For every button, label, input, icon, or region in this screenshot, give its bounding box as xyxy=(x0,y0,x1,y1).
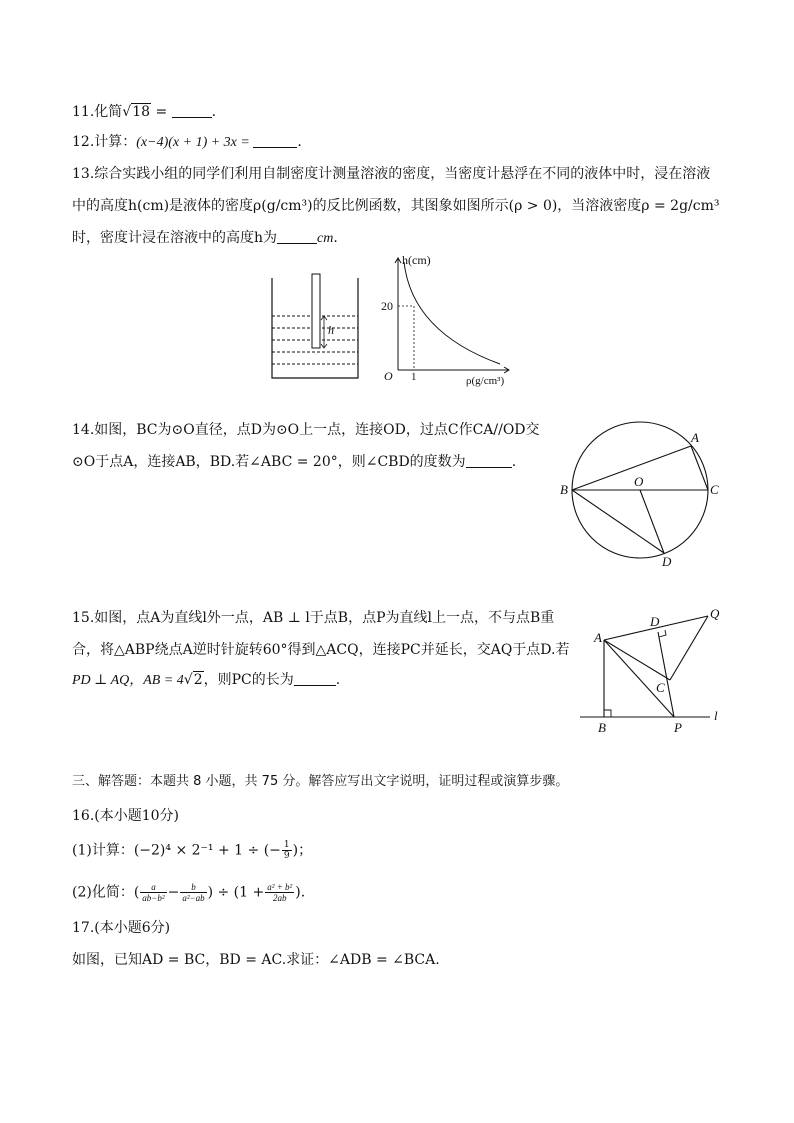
q14-line2: ⊙O于点A，连接AB，BD.若∠ABC = 20°，则∠CBD的度数为 . xyxy=(72,454,517,470)
point-C: C xyxy=(656,680,665,695)
q16-p1-a: (1)计算：(−2)⁴ × 2⁻¹ + 1 ÷ (− xyxy=(72,842,281,859)
denominator: 2ab xyxy=(272,893,287,903)
q16-p1-b: )； xyxy=(292,842,313,859)
point-Q: Q xyxy=(710,606,720,621)
line-l: l xyxy=(714,708,718,723)
q13-graph-figure xyxy=(378,252,528,390)
y-tick-20: 20 xyxy=(381,299,393,313)
sqrt-sign: √ xyxy=(122,104,132,120)
numerator: b xyxy=(180,882,206,893)
h-label: h xyxy=(328,323,334,337)
q16-p2-minus: − xyxy=(167,884,180,901)
sqrt-sign: √ xyxy=(183,672,193,688)
q16-p1-fraction xyxy=(282,840,292,861)
q15-line3-a: PD ⊥ AQ，AB = 4 xyxy=(72,673,184,688)
q15-line1: 15.如图，点A为直线l外一点，AB ⊥ l于点B，点P为直线l上一点，不与点B重 xyxy=(72,610,555,626)
denominator: ab−b² xyxy=(142,893,165,903)
x-tick-1: 1 xyxy=(411,371,417,383)
q17-body: 如图，已知AD = BC，BD = AC.求证：∠ADB = ∠BCA. xyxy=(72,952,440,968)
point-A: A xyxy=(594,630,602,645)
q16-p2-fraction-2 xyxy=(180,882,206,903)
q13-line2: 中的高度h(cm)是液体的密度ρ(g/cm³)的反比例函数，其图象如图所示(ρ > 0)，当溶液密度ρ = 2g/cm³ xyxy=(72,198,720,214)
q16-title: 16.(本小题10分) xyxy=(72,808,180,824)
question-12: 12.计算：(x−4)(x + 1) + 3x = . xyxy=(72,134,302,150)
q16-part1 xyxy=(72,840,312,861)
point-D: D xyxy=(650,614,660,629)
y-axis-label: h(cm) xyxy=(402,253,431,267)
q16-part2 xyxy=(72,882,305,903)
q14-line1: 14.如图，BC为⊙O直径，点D为⊙O上一点，连接OD，过点C作CA//OD交 xyxy=(72,422,540,438)
q16-p2-b: ). xyxy=(295,884,306,901)
answer-blank xyxy=(277,229,317,244)
numerator: a² + b² xyxy=(267,882,293,892)
point-B: B xyxy=(598,720,606,735)
point-D: D xyxy=(662,554,672,569)
answer-blank xyxy=(253,133,297,148)
q11-equals: = xyxy=(151,104,172,120)
q11-prefix: 11.化简 xyxy=(72,104,123,120)
x-axis-label: ρ(g/cm³) xyxy=(466,375,505,387)
point-C: C xyxy=(710,482,719,497)
q15-line3-b: ，则PC的长为 xyxy=(203,672,294,688)
point-B: B xyxy=(560,482,568,497)
point-A: A xyxy=(691,430,699,445)
answer-blank xyxy=(294,671,336,686)
numerator: a xyxy=(140,882,166,893)
q12-expr: (x−4)(x + 1) + 3x = xyxy=(136,135,254,150)
answer-blank xyxy=(466,453,512,468)
q11-radicand: 18 xyxy=(132,104,151,120)
numerator: 1 xyxy=(283,840,290,850)
q15-line3: PD ⊥ AQ，AB = 4√2，则PC的长为 . xyxy=(72,672,341,688)
q12-prefix: 12.计算： xyxy=(72,134,137,150)
question-11: 11.化简√18 = . xyxy=(72,104,217,120)
q15-triangle-figure xyxy=(578,604,728,736)
q13-beaker-figure xyxy=(268,274,364,382)
q13-line3-text: 时，密度计浸在溶液中的高度h为 xyxy=(72,230,278,246)
q16-p2-mid: ) ÷ (1 + xyxy=(207,884,265,901)
q13-line1: 13.综合实践小组的同学们利用自制密度计测量溶液的密度，当密度计悬浮在不同的液体中时，浸在溶液 xyxy=(72,166,711,182)
denominator: a²−ab xyxy=(182,893,205,903)
q13-unit: cm xyxy=(317,231,334,246)
q16-p2-fraction-1 xyxy=(140,882,166,903)
q14-line2-text: ⊙O于点A，连接AB，BD.若∠ABC = 20°，则∠CBD的度数为 xyxy=(72,454,466,470)
q14-circle-figure xyxy=(556,420,736,570)
answer-blank xyxy=(172,103,212,118)
point-O: O xyxy=(634,474,644,489)
denominator: 9 xyxy=(283,851,290,861)
q16-p2-fraction-3 xyxy=(265,882,294,903)
section-3-heading: 三、解答题：本题共 8 小题，共 75 分。解答应写出文字说明，证明过程或演算步骤。 xyxy=(72,774,569,789)
q15-radicand: 2 xyxy=(193,672,203,688)
q15-line2: 合，将△ABP绕点A逆时针旋转60°得到△ACQ，连接PC并延长，交AQ于点D.若 xyxy=(72,642,570,658)
q17-title: 17.(本小题6分) xyxy=(72,920,171,936)
origin-label: O xyxy=(384,369,393,383)
q13-line3: 时，密度计浸在溶液中的高度h为 cm. xyxy=(72,230,338,246)
q16-p2-a: (2)化简：( xyxy=(72,884,140,901)
point-P: P xyxy=(674,720,682,735)
